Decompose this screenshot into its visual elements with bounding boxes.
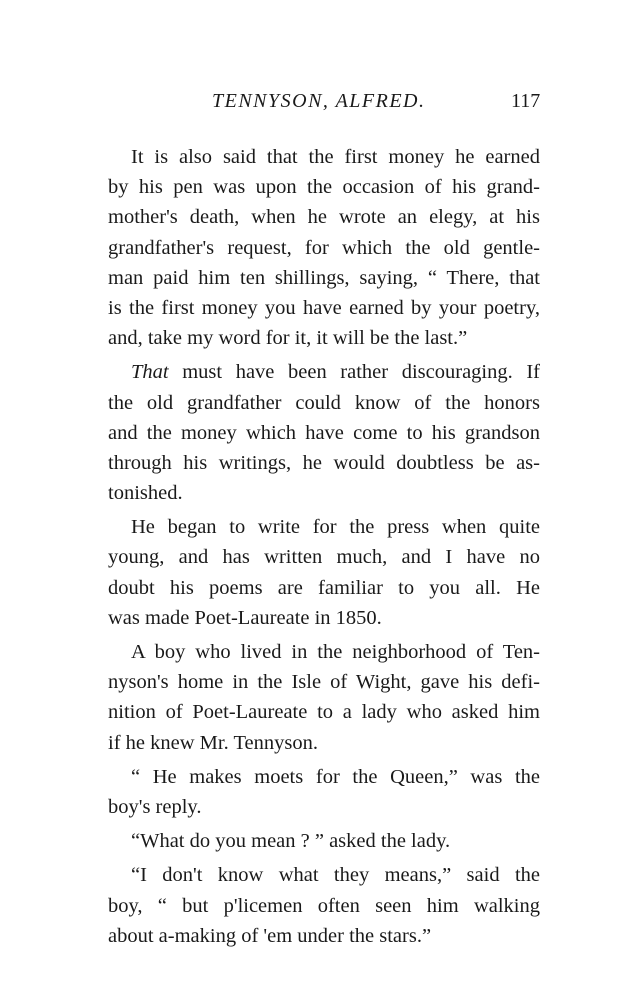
text-line: tonished. xyxy=(108,482,183,505)
text-line: is the first money you have earned by your poetry, xyxy=(108,296,540,319)
paragraph xyxy=(108,142,540,353)
text-line: man paid him ten shillings, saying, “ There, that xyxy=(108,266,540,289)
text-line: “ He makes moets for the Queen,” was the xyxy=(131,765,540,788)
text-line: about a-making of 'em under the stars.” xyxy=(108,924,432,947)
text-line: “What do you mean ? ” asked the lady. xyxy=(131,830,451,853)
paragraph xyxy=(108,762,540,822)
text-line: grandfather's request, for which the old gentle- xyxy=(108,236,540,259)
paragraph xyxy=(108,512,540,633)
paragraph xyxy=(108,357,540,508)
text-line: the old grandfather could know of the honors xyxy=(108,391,540,414)
paragraph xyxy=(108,826,540,856)
text-line: nyson's home in the Isle of Wight, gave his defi- xyxy=(108,671,540,694)
body-text xyxy=(108,142,540,951)
text-line: A boy who lived in the neighborhood of Ten- xyxy=(131,641,540,663)
running-title: TENNYSON, ALFRED. xyxy=(212,90,426,112)
text-line-rest: must have been rather discouraging. If xyxy=(168,361,540,384)
text-line xyxy=(108,357,540,387)
text-line: by his pen was upon the occasion of his grand- xyxy=(108,176,540,199)
running-head xyxy=(0,90,629,120)
text-line: He began to write for the press when quite xyxy=(131,516,540,539)
page-number: 117 xyxy=(511,90,541,112)
text-line: through his writings, he would doubtless be as- xyxy=(108,451,540,474)
text-line: boy, “ but p'licemen often seen him walking xyxy=(108,894,540,917)
text-line: and the money which have come to his grandson xyxy=(108,421,540,444)
text-line: “I don't know what they means,” said the xyxy=(131,864,540,887)
text-line: mother's death, when he wrote an elegy, at his xyxy=(108,206,540,229)
text-line: It is also said that the first money he earned xyxy=(131,146,540,168)
text-line: if he knew Mr. Tennyson. xyxy=(108,731,318,754)
text-line: and, take my word for it, it will be the last.” xyxy=(108,327,468,350)
text-line: boy's reply. xyxy=(108,795,202,818)
text-line: nition of Poet-Laureate to a lady who asked him xyxy=(108,701,540,724)
italic-word: That xyxy=(131,361,169,384)
paragraph xyxy=(108,860,540,951)
text-line: was made Poet-Laureate in 1850. xyxy=(108,606,382,629)
text-line: young, and has written much, and I have no xyxy=(108,546,540,569)
text-line: doubt his poems are familiar to you all. He xyxy=(108,576,540,599)
paragraph xyxy=(108,637,540,758)
